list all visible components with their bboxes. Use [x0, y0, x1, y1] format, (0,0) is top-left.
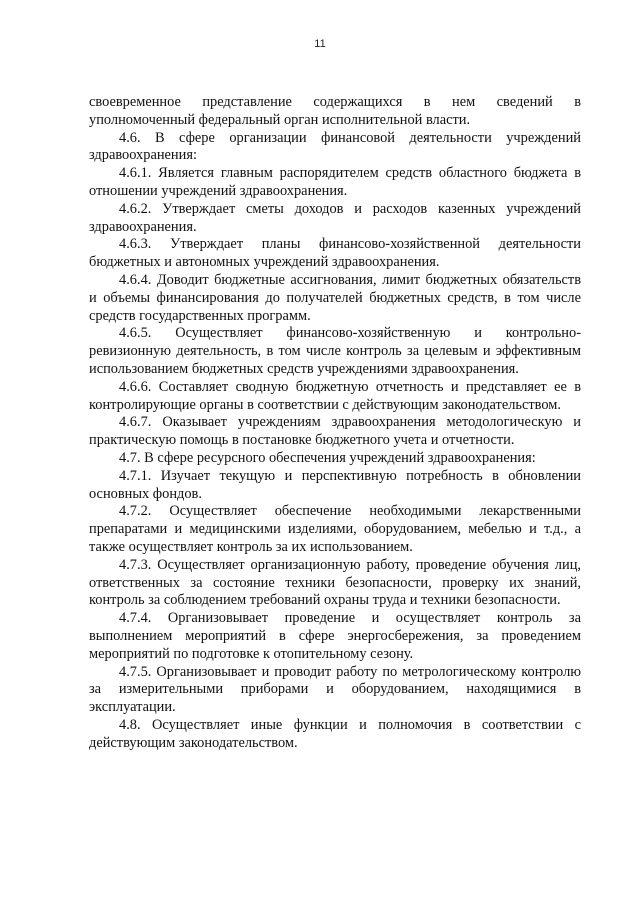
paragraph-4-6-4: 4.6.4. Доводит бюджетные ассигнования, лимит бюджетных обязательств и объемы финансирования до получателей бюджетных средств, в том числе средств государственных программ. — [89, 271, 581, 324]
paragraph-4-6-7: 4.6.7. Оказывает учреждениям здравоохранения методологическую и практическую помощь в постановке бюджетного учета и отчетности. — [89, 414, 581, 449]
paragraph-4-6-1: 4.6.1. Является главным распорядителем средств областного бюджета в отношении учреждений здравоохранения. — [89, 165, 581, 199]
paragraph-4-7-4: 4.7.4. Организовывает проведение и осуществляет контроль за выполнением мероприятий в сфере энергосбережения, за проведением мероприятий по подготовке к отопительному сезону. — [89, 610, 581, 662]
paragraph-4-7-2: 4.7.2. Осуществляет обеспечение необходимыми лекарственными препаратами и медицинскими изделиями, оборудованием, мебелью и т.д., а также осуществляет контроль за их использованием. — [89, 503, 581, 555]
paragraph-4-7-1: 4.7.1. Изучает текущую и перспективную потребность в обновлении основных фондов. — [89, 467, 581, 502]
paragraph-continuation: своевременное представление содержащихся в нем сведений в уполномоченный федеральный орган исполнительной власти. — [89, 94, 581, 128]
paragraph-4-7-5: 4.7.5. Организовывает и проводит работу по метрологическому контролю за измерительными приборами и оборудованием, находящимися в эксплуатации. — [89, 663, 581, 716]
paragraph-4-6: 4.6. В сфере организации финансовой деятельности учреждений здравоохранения: — [89, 129, 581, 164]
paragraph-4-6-6: 4.6.6. Составляет сводную бюджетную отчетность и представляет ее в контролирующие органы в соответствии с действующим законодательством. — [89, 378, 581, 413]
document-body — [89, 94, 581, 752]
paragraph-4-8: 4.8. Осуществляет иные функции и полномочия в соответствии с действующим законодательством. — [89, 716, 581, 751]
paragraph-4-6-2: 4.6.2. Утверждает сметы доходов и расходов казенных учреждений здравоохранения. — [89, 200, 581, 235]
paragraph-4-6-5: 4.6.5. Осуществляет финансово-хозяйственную и контрольно-ревизионную деятельность, в том числе контроль за целевым и эффективным использованием бюджетных средств учреждениями здравоохранения. — [89, 325, 581, 377]
paragraph-4-7-3: 4.7.3. Осуществляет организационную работу, проведение обучения лиц, ответственных за состояние техники безопасности, проверку их знаний, контроль за соблюдением требований охраны труда и техники безопасности. — [89, 556, 581, 609]
page-number: 11 — [314, 38, 326, 50]
paragraph-4-6-3: 4.6.3. Утверждает планы финансово-хозяйственной деятельности бюджетных и автономных учреждений здравоохранения. — [89, 236, 581, 271]
paragraph-4-7: 4.7. В сфере ресурсного обеспечения учреждений здравоохранения: — [119, 449, 536, 466]
